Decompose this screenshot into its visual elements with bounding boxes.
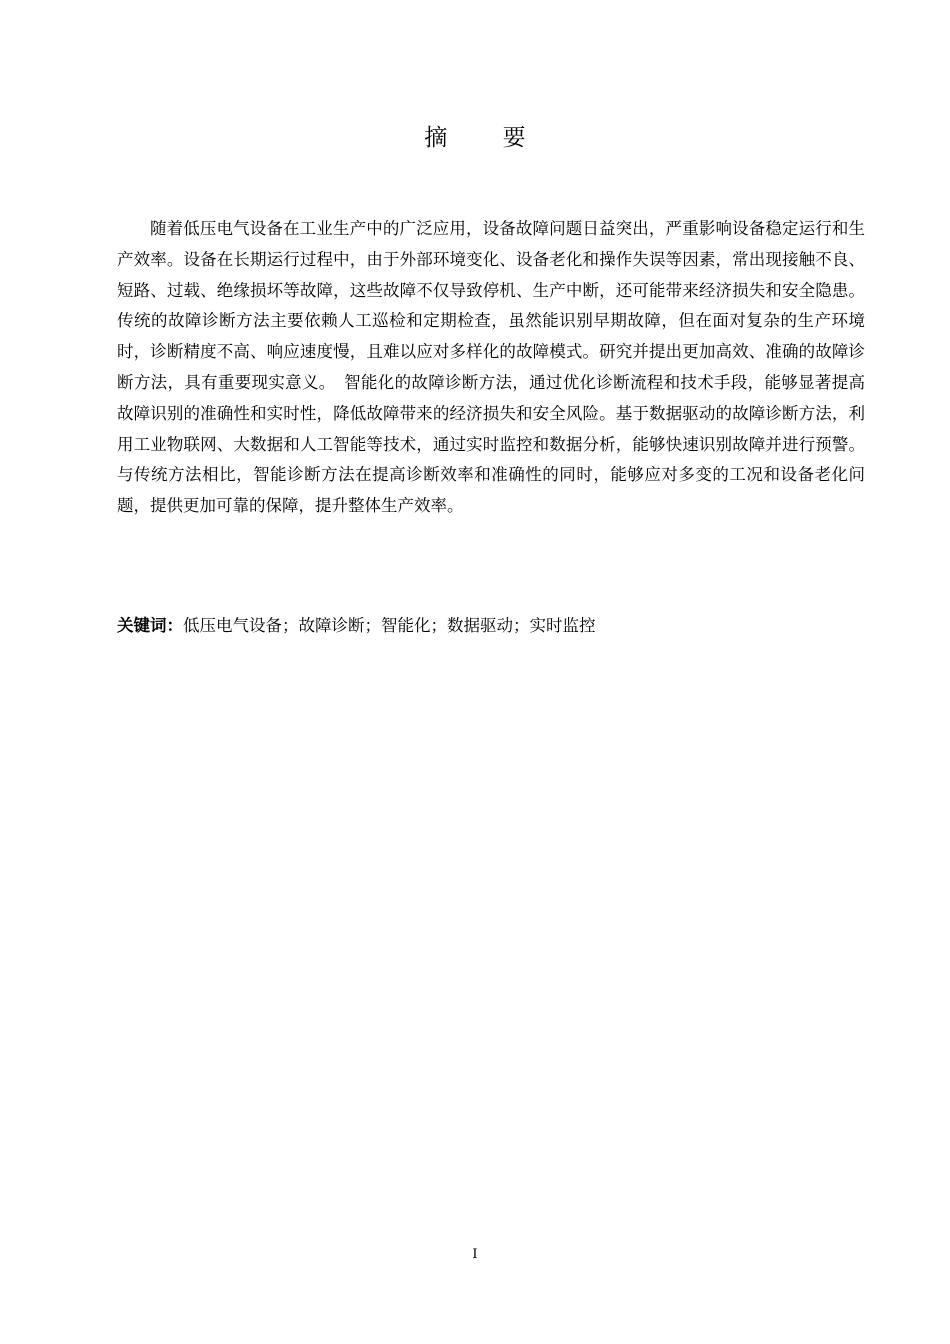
keywords-text: 低压电气设备；故障诊断；智能化；数据驱动；实时监控: [183, 616, 596, 635]
abstract-title: 摘 要: [424, 125, 550, 151]
keywords-label: 关键词：: [117, 616, 183, 635]
keywords-line: [117, 611, 865, 641]
page-number: I: [472, 1247, 478, 1262]
abstract-body: 随着低压电气设备在工业生产中的广泛应用，设备故障问题日益突出，严重影响设备稳定运行和生产效率。设备在长期运行过程中，由于外部环境变化、设备老化和操作失误等因素，常出现接触不良、短路、过载、绝缘损坏等故障，这些故障不仅导致停机、生产中断，还可能带来经济损失和安全隐患。传统的故障诊断方法主要依赖人工巡检和定期检查，虽然能识别早期故障，但在面对复杂的生产环境时，诊断精度不高、响应速度慢，且难以应对多样化的故障模式。研究并提出更加高效、准确的故障诊断方法，具有重要现实意义。 智能化的故障诊断方法，通过优化诊断流程和技术手段，能够显著提高故障识别的准确性和实时性，降低故障带来的经济损失和安全风险。基于数据驱动的故障诊断方法，利用工业物联网、大数据和人工智能等技术，通过实时监控和数据分析，能够快速识别故障并进行预警。与传统方法相比，智能诊断方法在提高诊断效率和准确性的同时，能够应对多变的工况和设备老化问题，提供更加可靠的保障，提升整体生产效率。: [117, 219, 865, 516]
